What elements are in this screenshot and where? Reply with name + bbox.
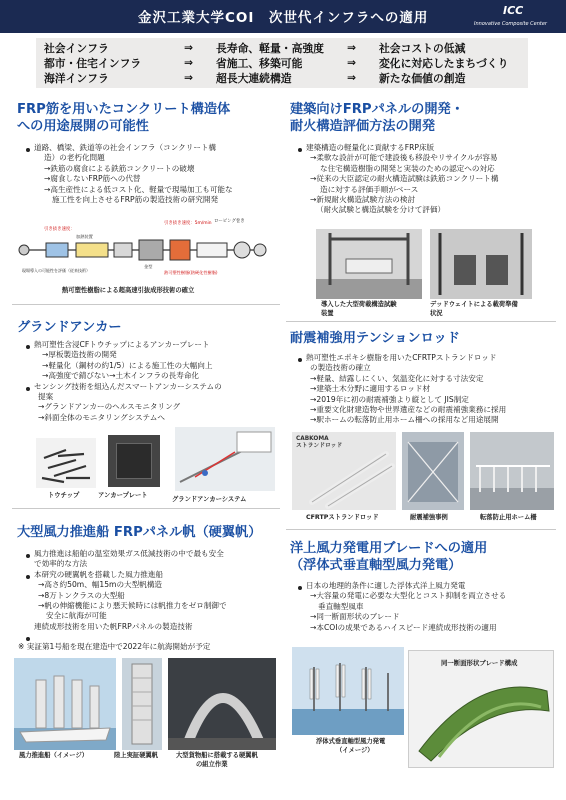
strand-rod-photo	[292, 432, 396, 510]
section-title-frp-rebar-2: への用途展開の可能性	[17, 119, 149, 134]
blade-structure-diagram	[408, 650, 554, 768]
anchor-plate-photo	[108, 435, 160, 487]
divider	[286, 321, 556, 322]
summary-box	[36, 38, 528, 88]
caption-pultrusion: 熱可塑性樹脂による超高速引抜成形技術の確立	[62, 287, 195, 294]
section-title-blade-2: （浮体式垂直軸型風力発電）	[290, 558, 462, 573]
section-title-frp-panel-2: 耐火構造評価方法の開発	[290, 119, 436, 134]
caption-towchip: トウチップ	[48, 492, 80, 499]
summary-outcome: 社会コストの低減	[379, 42, 466, 55]
summary-outcome: 変化に対応したまちづくり	[379, 57, 509, 70]
frp-rebar-text: 道路、橋梁、鉄道等の社会インフラ（コンクリート構 造）の老朽化問題 →鉄筋の腐食による鉄筋コンクリートの破壊 →腐食しないFRP筋への代替 →高生産性による低コスト化、軽量で現場加工も可能な 施工性を向上させるFRP筋の製造技術の研究開発	[34, 143, 233, 205]
section-title-ground-anchor: グランドアンカー	[17, 320, 122, 335]
platform-fence-photo	[470, 432, 554, 510]
caption-anchor-system: グランドアンカーシステム	[172, 496, 247, 503]
pultrusion-diagram	[14, 210, 276, 282]
summary-arrow: ⇒	[347, 41, 357, 54]
dead-weight-photo	[430, 229, 532, 299]
sail-text: 風力推進は船舶の温室効果ガス低減技術の中で最も安全 で効率的な方法 本研究の硬翼帆を搭載した風力推進船 →高さ約50m、幅15mの大型帆構造 →8万トンクラスの大型船 →帆の伸縮機能により悪天候時には帆推力をゼロ制御で 安全に航海が可能 連続成形技術を用いた帆FRPパネルの製造技術	[34, 549, 227, 631]
caption-dead-weight-2: 状況	[430, 310, 443, 317]
caption-dead-weight: デッドウェイトによる載荷準備	[430, 301, 518, 308]
anchor-system-diagram	[175, 427, 275, 491]
summary-arrow: ⇒	[347, 71, 357, 84]
caption-floating-turbine: 浮体式垂直軸型風力発電	[316, 738, 386, 745]
svg-text:ローピング巻き: ローピング巻き	[214, 219, 245, 224]
svg-text:引き抜き速度：5m/min: 引き抜き速度：5m/min	[164, 221, 212, 226]
divider	[286, 529, 556, 530]
summary-arrow: ⇒	[347, 56, 357, 69]
towchip-photo	[36, 438, 96, 488]
blade-text: 日本の地理的条件に適した浮体式洋上風力発電 →大容量の発電に必要な大型化とコスト抑制を両立させる 垂直軸型風車 →同一断面形状のブレード →本COIの成果であるハイスピード連続成形技術の適用	[306, 581, 507, 632]
section-title-frp-rebar: FRP筋を用いたコンクリート構造体	[17, 102, 231, 117]
seismic-case-photo	[402, 432, 464, 510]
ground-anchor-text: 熱可塑性含浸CFトウチップによるアンカープレート →厚板製造技術の開発 →軽量化（鋼材の約1/5）による施工性の大幅向上 →高強度で錆びない→土木インフラの長寿命化 センシング技術を組込んだスマートアンカーシステムの 提案 →グランドアンカーのヘルスモニタリング →斜面全体のモニタリングシステムへ	[34, 340, 222, 422]
svg-text:加熱装置: 加熱装置	[76, 234, 93, 239]
caption-seismic-case: 耐震補強事例	[410, 514, 448, 521]
bullet	[298, 358, 302, 362]
caption-anchor-plate: アンカープレート	[98, 492, 148, 499]
bullet	[26, 387, 30, 391]
bullet	[26, 575, 30, 579]
svg-text:金型: 金型	[144, 264, 153, 269]
frp-panel-text: 建築構造の軽量化に貢献するFRP床版 →柔軟な設計が可能で建設後も移設やリサイクルが容易 な住宅構造樹脂の開発と実装のための認定への対応 →従来の大臣認定の耐火構造試験は鉄筋コンクリート構 造に対する評価手順がベース →新規耐火構造試験方法の検討 （耐火試験と構造試験を分けて評価）	[306, 143, 499, 215]
summary-domain: 海洋インフラ	[44, 72, 109, 85]
caption-platform-fence: 転落防止用ホーム柵	[480, 514, 537, 521]
icc-logo-subtitle: Innovative Composite Center	[474, 21, 547, 27]
bullet	[26, 345, 30, 349]
rod-label: CABKOMA ストランドロッド	[296, 436, 343, 449]
bullet	[298, 148, 302, 152]
bullet	[26, 148, 30, 152]
caption-floating-turbine-2: （イメージ）	[336, 747, 374, 754]
summary-benefit: 省施工、移築可能	[216, 57, 303, 70]
tension-rod-text: 熱可塑性エポキシ樹脂を用いたCFRTPストランドロッド の製造技術の確立 →軽量、結露しにくい、気温変化に対する寸法安定 →建築土木分野に適用するロッド材 →2019年に初の耐震補強より縦として JIS制定 →重要文化財建造物や世界遺産などの耐震補強業務に採用 →駅ホームの転落防止用ホーム柵への採用など用途展開	[306, 353, 507, 425]
bullet	[26, 637, 30, 641]
wind-ship-image	[14, 658, 116, 750]
icc-logo: ICC	[503, 4, 524, 17]
divider	[12, 304, 280, 305]
bullet	[298, 586, 302, 590]
svg-text:引き抜き速度：: 引き抜き速度：	[44, 227, 75, 232]
caption-strand-rod: CFRTPストランドロッド	[306, 514, 379, 521]
sail-note: ※ 実証第1号船を現在建造中で2022年に航海開始が予定	[18, 642, 211, 651]
section-title-blade: 洋上風力発電用ブレードへの適用	[290, 541, 488, 556]
caption-wind-ship: 風力推進船（イメージ）	[19, 752, 89, 759]
section-title-frp-panel: 建築向けFRPパネルの開発・	[290, 102, 464, 117]
svg-text:熱可塑性樹脂(熱硬化性樹脂): 熱可塑性樹脂(熱硬化性樹脂)	[164, 270, 218, 275]
sail-assembly-photo	[168, 658, 276, 750]
summary-outcome: 新たな価値の創造	[379, 72, 466, 85]
caption-blade-structure: 同一断面形状ブレード構成	[441, 659, 518, 667]
caption-land-sail: 陸上実証硬翼帆	[114, 752, 159, 759]
bullet	[26, 554, 30, 558]
summary-arrow: ⇒	[184, 41, 194, 54]
summary-benefit: 長寿命、軽量・高強度	[216, 42, 324, 55]
summary-arrow: ⇒	[184, 71, 194, 84]
svg-text:現場導入の可能性を評価（従来技術）: 現場導入の可能性を評価（従来技術）	[22, 268, 90, 273]
floating-turbine-image	[292, 647, 404, 735]
caption-load-test-2: 装置	[321, 310, 334, 317]
land-sail-photo	[122, 658, 162, 750]
section-title-tension-rod: 耐震補強用テンションロッド	[290, 331, 460, 346]
caption-cargo-sail-2: の組立作業	[196, 761, 228, 768]
divider	[12, 508, 280, 509]
load-test-apparatus-photo	[316, 229, 422, 299]
summary-domain: 社会インフラ	[44, 42, 109, 55]
summary-arrow: ⇒	[184, 56, 194, 69]
summary-domain: 都市・住宅インフラ	[44, 57, 142, 70]
section-title-sail: 大型風力推進船 FRPパネル帆（硬翼帆）	[17, 525, 262, 540]
caption-load-test: 導入した大型荷載構造試験	[321, 301, 397, 308]
caption-cargo-sail: 大型貨物船に搭載する硬翼帆	[176, 752, 258, 759]
summary-benefit: 超長大連続構造	[216, 72, 292, 85]
page-title: 金沢工業大学COI 次世代インフラへの適用	[138, 10, 429, 26]
